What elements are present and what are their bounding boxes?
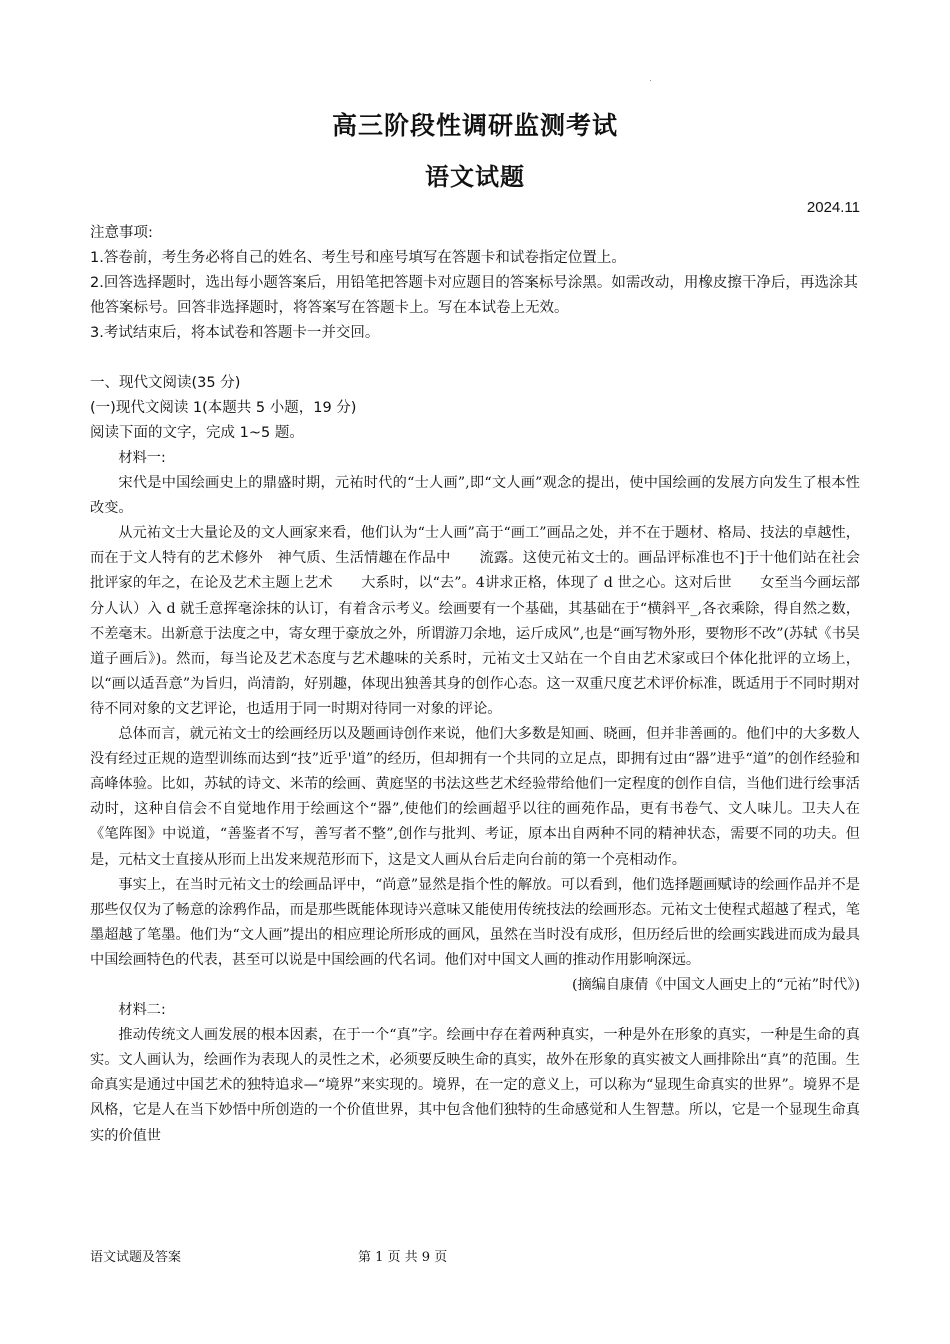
material-1-source: (摘编自康倩《中国文人画史上的“元祐”时代》) xyxy=(571,976,860,993)
material-1-paragraph: 事实上，在当时元祐文士的绘画品评中，“尚意”显然是指个性的解放。可以看到，他们选择题画赋诗的绘画作品并不是那些仅仅为了畅意的涂鸦作品，而是那些既能体现诗兴意味又能使用传统技法的绘画形态。元祐文士使程式超越了程式，笔墨超越了笔墨。他们为“文人画”提出的相应理论所形成的画风，虽然在当时没有成形，但历经后世的绘画实践进而成为最具中国绘画特色的代表，甚至可以说是中国绘画的代名词。他们对中国文人画的推动作用影响深远。 xyxy=(90,876,860,968)
notice-heading: 注意事项: xyxy=(90,225,153,241)
material-1-label: 材料一: xyxy=(118,450,166,466)
material-1-paragraph: 从元祐文士大量论及的文人画家来看，他们认为“士人画”高于“画工”画品之处，并不在于题材、格局、技法的卓越性，而在于文人特有的艺术修外 神气质、生活情趣在作品中 流露。这使元祐文士的。画品评标准也不]于十他们站在社会批评家的年之，在论及艺术主题上艺术 大系时，以“去”。4讲求正格，体现了 d 世之心。这对后世 女至当今画坛部分人认）入 d 就壬意挥毫涂抹的认订，有着含示考义。绘画要有一个基础，其基础在于“横斜平_,各衣乘除，得自然之数，不差毫末。出新意于法度之中，寄女理于豪放之外，所谓游刀余地，运斤成风”,也是“画写物外形，要物形不改”(苏轼《书吴道子画后》)。然而，每当论及艺术态度与艺术趣味的关系时，元祐文士又站在一个自由艺术家或曰个体化批评的立场上，以“画以适吾意”为旨归，尚清韵，好别趣，体现出独善其身的创作心态。这一双重尺度艺术评价标准，既适用于不同时期对待不同对象的文艺评论，也适用于同一时期对待同一对象的评论。 xyxy=(90,525,860,717)
exam-title: 高三阶段性调研监测考试 xyxy=(331,111,618,140)
notice-item-3: 3.考试结束后，将本试卷和答题卡一并交回。 xyxy=(90,325,380,341)
section-header xyxy=(90,371,865,446)
material-2-label: 材料二: xyxy=(118,1002,166,1019)
scan-speck xyxy=(650,80,651,81)
notice-item-1: 1.答卷前，考生务必将自己的姓名、考生号和座号填写在答题卡和试卷指定位置上。 xyxy=(90,250,626,266)
material-1-paragraph: 宋代是中国绘画史上的鼎盛时期，元祐时代的“士人画”,即“文人画”观念的提出，使中国绘画的发展方向发生了根本性改变。 xyxy=(90,475,860,517)
material-1-paragraph: 总体而言，就元祐文士的绘画经历以及题画诗创作来说，他们大多数是知画、晓画，但并非善画的。他们中的大多数人没有经过正规的造型训练而达到“技”近乎'道”的经历，但却拥有一个共同的立足点，即拥有过由“器”进乎“道”的创作经验和高峰体验。比如，苏轼的诗文、米芾的绘画、黄庭坚的书法这些艺术经验带给他们一定程度的创作自信，当他们进行绘事活动时，这种自信会不自觉地作用于绘画这个“器”,使他们的绘画超乎以往的画苑作品，更有书卷气、文人味儿。卫夫人在《笔阵图》中说道，“善鉴者不写，善写者不整”,创作与批判、考证，原本出自两种不同的精神状态，需要不同的功夫。但是，元枯文士直接从形而上出发来规范形而下，这是文人画从台后走向台前的第一个亮相动作。 xyxy=(90,726,860,868)
material-2-paragraph: 推动传统文人画发展的根本因素，在于一个“真”字。绘画中存在着两种真实，一种是外在形象的真实，一种是生命的真实。文人画认为，绘画作为表现人的灵性之术，必须要反映生命的真实，故外在形象的真实被文人画排除出“真”的范围。生命真实是通过中国艺术的独特追求—“境界”来实现的。境界，在一定的意义上，可以称为“显现生命真实的世界”。境界不是风格，它是人在当下妙悟中所创造的一个价值世界，其中包含他们独特的生命感觉和人生智慧。所以，它是一个显现生命真实的价值世 xyxy=(90,1027,860,1144)
exam-date: 2024.11 xyxy=(806,199,860,216)
section-part: 一、现代文阅读(35 分) xyxy=(90,375,241,391)
footer-page-number: 第 1 页 共 9 页 xyxy=(358,1250,448,1265)
notice-block xyxy=(90,221,865,346)
exam-subject: 语文试题 xyxy=(425,163,525,191)
reading-passage xyxy=(90,446,860,1149)
section-sub: (一)现代文阅读 1(本题共 5 小题，19 分) xyxy=(90,400,357,416)
notice-item-2: 2.回答选择题时，选出每小题答案后，用铅笔把答题卡对应题目的答案标号涂黑。如需改动，用橡皮擦干净后，再选涂其他答案标号。回答非选择题时，将答案写在答题卡上。写在本试卷上无效。 xyxy=(90,275,858,316)
section-instruction: 阅读下面的文字，完成 1~5 题。 xyxy=(90,425,304,441)
footer-doc-name: 语文试题及答案 xyxy=(90,1250,182,1265)
